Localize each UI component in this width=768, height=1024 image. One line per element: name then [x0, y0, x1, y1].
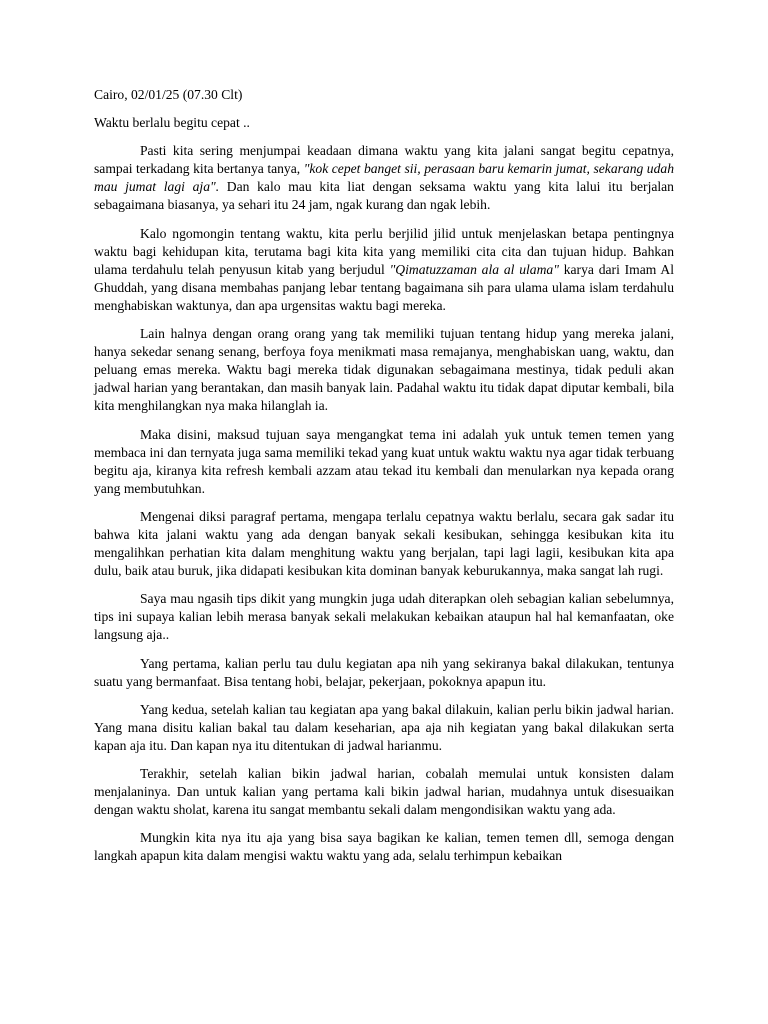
- paragraph-1: [94, 142, 674, 214]
- paragraph-1-quote: "kok cepet banget sii, perasaan baru kemarin jumat, sekarang udah mau jumat lagi aja".: [94, 161, 674, 195]
- paragraph-9: Terakhir, setelah kalian bikin jadwal harian, cobalah memulai untuk konsisten dalam menjalaninya. Dan untuk kalian yang pertama kali bikin jadwal harian, mudahnya untuk disesuaikan dengan waktu sholat, karena itu sangat membantu sekali dalam mengondisikan waktu yang ada.: [94, 766, 674, 818]
- paragraph-2-text-end: karya dari Imam Al Ghuddah, yang disana membahas panjang lebar tentang bagaimana sih para ulama ulama islam terdahulu menghabiskan waktunya, dan apa urgensitas waktu bagi mereka.: [94, 261, 674, 313]
- paragraph-2-book-title: "Qimatuzzaman ala al ulama": [389, 261, 559, 277]
- paragraph-1-text: Pasti kita sering menjumpai keadaan dimana waktu yang kita jalani sangat begitu cepatnya, sampai terkadang kita bertanya tanya,: [94, 143, 674, 177]
- paragraph-5: Mengenai diksi paragraf pertama, mengapa terlalu cepatnya waktu berlalu, secara gak sadar itu bahwa kita jalani waktu yang ada dengan banyak sekali kesibukan, sehingga kesibukan kita itu mengalihkan perhatian kita dalam menghitung waktu yang berjalan, tapi lagi lagii, kesibukan kita apa dulu, baik atau buruk, jika didapati kesibukan kita dominan banyak keburukannya, maka sangat lah rugi.: [94, 508, 674, 579]
- document-page: [94, 86, 674, 865]
- paragraph-3: Lain halnya dengan orang orang yang tak memiliki tujuan tentang hidup yang mereka jalani, hanya sekedar senang senang, berfoya foya menikmati masa remajanya, menghabiskan uang, waktu, dan peluang emas mereka. Waktu bagi mereka tidak digunakan sebagaimana mestinya, tidak peduli akan jadwal harian yang berantakan, dan masih banyak lain. Padahal waktu itu tidak dapat diputar kembali, bila kita menghilangkan nya maka hilanglah ia.: [94, 326, 674, 414]
- paragraph-4: Maka disini, maksud tujuan saya mengangkat tema ini adalah yuk untuk temen temen yang membaca ini dan ternyata juga sama memiliki tekad yang kuat untuk waktu waktu nya agar tidak terbuang begitu aja, kiranya kita refresh kembali azzam atau tekad itu kembali dan menularkan nya kepada orang yang membutuhkan.: [94, 426, 674, 496]
- date-line: Cairo, 02/01/25 (07.30 Clt): [94, 87, 243, 102]
- paragraph-1-text-end: Dan kalo mau kita liat dengan seksama waktu yang kita lalui itu berjalan sebagaimana biasanya, ya sehari itu 24 jam, ngak kurang dan ngak lebih.: [94, 179, 674, 213]
- paragraph-2-text: Kalo ngomongin tentang waktu, kita perlu berjilid jilid untuk menjelaskan betapa pentingnya waktu bagi kehidupan kita, terutama bagi kita kita yang memiliki cita cita dan tujuan hidup. Bahkan ulama terdahulu telah penyusun kitab yang berjudul: [94, 225, 674, 277]
- opening-line: Waktu berlalu begitu cepat ..: [94, 115, 250, 131]
- paragraph-8: Yang kedua, setelah kalian tau kegiatan apa yang bakal dilakuin, kalian perlu bikin jadwal harian. Yang mana disitu kalian bakal tau dalam keseharian, apa aja nih kegiatan yang bakal dilakukan serta kapan aja itu. Dan kapan nya itu ditentukan di jadwal harianmu.: [94, 701, 674, 753]
- paragraph-7: Yang pertama, kalian perlu tau dulu kegiatan apa nih yang sekiranya bakal dilakukan, tentunya suatu yang bermanfaat. Bisa tentang hobi, belajar, pekerjaan, pokoknya apapun itu.: [94, 655, 674, 689]
- paragraph-6: Saya mau ngasih tips dikit yang mungkin juga udah diterapkan oleh sebagian kalian sebelumnya, tips ini supaya kalian lebih merasa banyak sekali melakukan kebaikan ataupun hal hal kemanfaatan, oke langsung aja..: [94, 591, 674, 643]
- paragraph-10: Mungkin kita nya itu aja yang bisa saya bagikan ke kalian, temen temen dll, semoga dengan langkah apapun kita dalam mengisi waktu waktu yang ada, selalu terhimpun kebaikan: [94, 830, 674, 864]
- paragraph-2: [94, 225, 674, 315]
